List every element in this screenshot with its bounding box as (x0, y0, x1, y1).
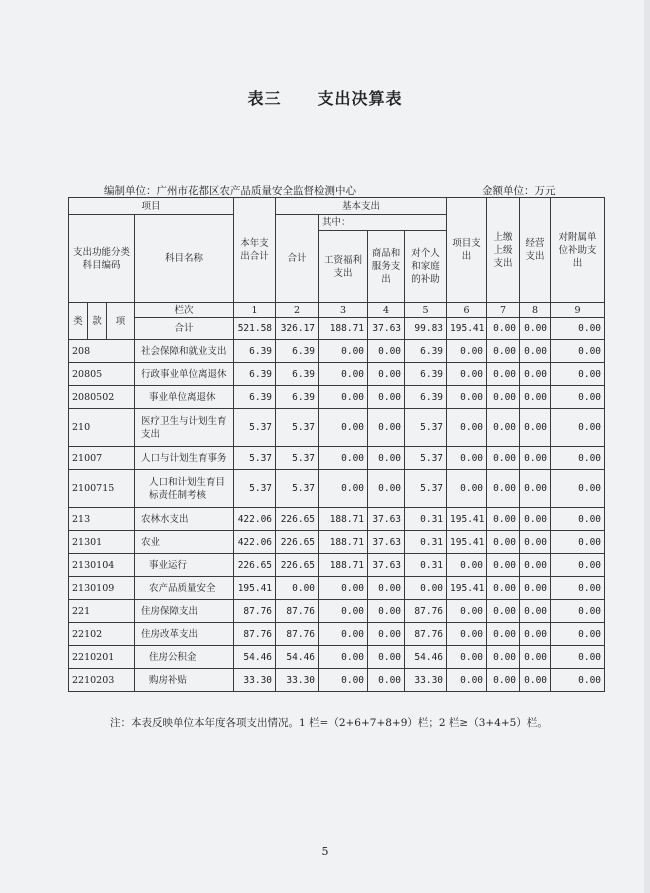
row-value-cell: 5.37 (405, 409, 447, 447)
row-value-cell: 0.00 (551, 531, 605, 554)
row-value-cell: 6.39 (234, 363, 276, 386)
row-value-cell: 0.00 (520, 623, 551, 646)
page-edge (644, 0, 650, 893)
header-sum: 合计 (276, 215, 319, 303)
header-project: 项目支出 (447, 198, 487, 303)
row-value-cell: 0.00 (319, 646, 368, 669)
row-subject-name: 事业运行 (135, 554, 234, 577)
row-value-cell: 0.00 (319, 447, 368, 470)
row-value-cell: 0.00 (487, 363, 520, 386)
row-subject-name: 住房改革支出 (135, 623, 234, 646)
row-value-cell: 37.63 (368, 508, 405, 531)
header-xiang: 项 (107, 303, 135, 340)
row-value-cell: 0.00 (551, 577, 605, 600)
row-value-cell: 0.00 (487, 386, 520, 409)
header-business: 经营支出 (520, 198, 551, 303)
row-value-cell: 0.00 (368, 646, 405, 669)
row-value-cell: 0.00 (487, 646, 520, 669)
total-cell: 99.83 (405, 318, 447, 340)
row-value-cell: 0.00 (520, 646, 551, 669)
column-number: 7 (487, 303, 520, 318)
row-value-cell: 188.71 (319, 508, 368, 531)
row-value-cell: 0.00 (551, 623, 605, 646)
total-cell: 0.00 (487, 318, 520, 340)
row-value-cell: 0.00 (319, 340, 368, 363)
row-value-cell: 5.37 (276, 470, 319, 508)
row-value-cell: 5.37 (234, 470, 276, 508)
total-label: 合计 (135, 318, 234, 340)
row-value-cell: 0.00 (551, 340, 605, 363)
row-value-cell: 5.37 (276, 409, 319, 447)
row-value-cell: 0.00 (319, 363, 368, 386)
row-subject-name: 农业 (135, 531, 234, 554)
row-value-cell: 0.00 (447, 386, 487, 409)
row-value-cell: 0.31 (405, 531, 447, 554)
header-lei: 类 (69, 303, 88, 340)
amount-unit: 金额单位：万元 (482, 185, 556, 197)
header-personal: 对个人和家庭的补助 (405, 231, 447, 303)
row-value-cell: 188.71 (319, 531, 368, 554)
column-number: 2 (276, 303, 319, 318)
total-cell: 188.71 (319, 318, 368, 340)
row-value-cell: 188.71 (319, 554, 368, 577)
row-value-cell: 195.41 (447, 508, 487, 531)
row-value-cell: 0.00 (447, 409, 487, 447)
row-value-cell: 0.00 (487, 531, 520, 554)
row-value-cell: 422.06 (234, 508, 276, 531)
total-cell: 0.00 (551, 318, 605, 340)
row-code: 22102 (69, 623, 135, 646)
row-value-cell: 0.00 (551, 447, 605, 470)
table-row (69, 409, 605, 447)
row-value-cell: 0.00 (487, 669, 520, 692)
row-value-cell: 37.63 (368, 554, 405, 577)
row-value-cell: 5.37 (234, 409, 276, 447)
row-value-cell: 54.46 (276, 646, 319, 669)
row-value-cell: 0.00 (520, 363, 551, 386)
row-value-cell: 37.63 (368, 531, 405, 554)
header-kuan: 款 (88, 303, 107, 340)
row-value-cell: 0.00 (487, 447, 520, 470)
row-code: 208 (69, 340, 135, 363)
row-subject-name: 农林水支出 (135, 508, 234, 531)
header-item: 项目 (69, 198, 234, 215)
header-func-code: 支出功能分类科目编码 (69, 215, 135, 303)
row-value-cell: 0.00 (551, 363, 605, 386)
row-value-cell: 0.00 (551, 646, 605, 669)
row-value-cell: 226.65 (276, 508, 319, 531)
header-year-total: 本年支出合计 (234, 198, 276, 303)
row-value-cell: 33.30 (234, 669, 276, 692)
row-subject-name: 人口与计划生育事务 (135, 447, 234, 470)
row-value-cell: 0.00 (487, 554, 520, 577)
row-subject-name: 行政事业单位离退休 (135, 363, 234, 386)
table-row (69, 623, 605, 646)
row-value-cell: 33.30 (405, 669, 447, 692)
table-row (69, 646, 605, 669)
row-value-cell: 0.00 (368, 669, 405, 692)
row-value-cell: 0.00 (487, 470, 520, 508)
row-value-cell: 0.00 (447, 470, 487, 508)
header-goods: 商品和服务支出 (368, 231, 405, 303)
row-value-cell: 0.00 (368, 623, 405, 646)
header-wage: 工资福利支出 (319, 231, 368, 303)
row-subject-name: 医疗卫生与计划生育支出 (135, 409, 234, 447)
table-body (69, 198, 605, 692)
compiling-unit: 编制单位：广州市花都区农产品质量安全监督检测中心 (104, 185, 356, 197)
row-value-cell: 0.00 (551, 554, 605, 577)
row-code: 2130109 (69, 577, 135, 600)
row-value-cell: 0.00 (520, 470, 551, 508)
row-value-cell: 6.39 (276, 363, 319, 386)
row-value-cell: 195.41 (234, 577, 276, 600)
page-number: 5 (321, 845, 329, 858)
row-value-cell: 0.00 (520, 577, 551, 600)
row-value-cell: 5.37 (405, 447, 447, 470)
column-number: 3 (319, 303, 368, 318)
table-row (69, 363, 605, 386)
row-value-cell: 0.00 (551, 508, 605, 531)
row-code: 2130104 (69, 554, 135, 577)
row-value-cell: 87.76 (234, 600, 276, 623)
row-subject-name: 事业单位离退休 (135, 386, 234, 409)
column-number: 5 (405, 303, 447, 318)
row-value-cell: 0.00 (551, 409, 605, 447)
row-value-cell: 87.76 (234, 623, 276, 646)
row-value-cell: 422.06 (234, 531, 276, 554)
row-value-cell: 87.76 (276, 623, 319, 646)
row-value-cell: 0.00 (487, 600, 520, 623)
row-value-cell: 0.00 (520, 669, 551, 692)
row-value-cell: 0.00 (520, 531, 551, 554)
header-remit: 上缴上级支出 (487, 198, 520, 303)
row-subject-name: 社会保障和就业支出 (135, 340, 234, 363)
row-value-cell: 5.37 (405, 470, 447, 508)
row-value-cell: 0.00 (520, 508, 551, 531)
table-row (69, 470, 605, 508)
row-value-cell: 0.00 (520, 386, 551, 409)
row-value-cell: 195.41 (447, 531, 487, 554)
row-code: 2210203 (69, 669, 135, 692)
header-among: 其中： (319, 215, 447, 231)
table-row (69, 447, 605, 470)
header-basic: 基本支出 (276, 198, 447, 215)
row-value-cell: 0.00 (276, 577, 319, 600)
row-value-cell: 0.00 (319, 669, 368, 692)
table-row (69, 600, 605, 623)
row-value-cell: 0.00 (319, 623, 368, 646)
column-number: 8 (520, 303, 551, 318)
row-value-cell: 6.39 (405, 340, 447, 363)
table-row (69, 508, 605, 531)
row-value-cell: 0.00 (319, 600, 368, 623)
row-code: 21007 (69, 447, 135, 470)
row-subject-name: 农产品质量安全 (135, 577, 234, 600)
row-value-cell: 0.00 (487, 577, 520, 600)
column-number: 9 (551, 303, 605, 318)
row-code: 2100715 (69, 470, 135, 508)
table-row (69, 577, 605, 600)
row-value-cell: 33.30 (276, 669, 319, 692)
column-number: 6 (447, 303, 487, 318)
header-subsidy: 对附属单位补助支出 (551, 198, 605, 303)
row-value-cell: 0.31 (405, 554, 447, 577)
row-value-cell: 195.41 (447, 577, 487, 600)
row-subject-name: 人口和计划生育目标责任制考核 (135, 470, 234, 508)
row-value-cell: 6.39 (405, 386, 447, 409)
row-value-cell: 0.00 (368, 340, 405, 363)
row-value-cell: 0.00 (487, 623, 520, 646)
row-value-cell: 0.00 (368, 447, 405, 470)
row-value-cell: 0.00 (368, 600, 405, 623)
row-value-cell: 5.37 (276, 447, 319, 470)
total-cell: 521.58 (234, 318, 276, 340)
total-cell: 195.41 (447, 318, 487, 340)
row-value-cell: 0.00 (447, 340, 487, 363)
row-value-cell: 0.00 (319, 577, 368, 600)
row-value-cell: 0.00 (368, 470, 405, 508)
row-value-cell: 0.00 (447, 447, 487, 470)
row-value-cell: 0.00 (551, 669, 605, 692)
row-value-cell: 87.76 (276, 600, 319, 623)
row-code: 21301 (69, 531, 135, 554)
total-cell: 37.63 (368, 318, 405, 340)
row-value-cell: 0.00 (551, 470, 605, 508)
row-code: 210 (69, 409, 135, 447)
row-value-cell: 0.00 (447, 363, 487, 386)
row-value-cell: 54.46 (234, 646, 276, 669)
row-value-cell: 0.00 (368, 409, 405, 447)
row-value-cell: 0.00 (520, 409, 551, 447)
row-code: 20805 (69, 363, 135, 386)
title-part2: 支出决算表 (317, 89, 403, 108)
header-subject-name: 科目名称 (135, 215, 234, 303)
row-value-cell: 0.00 (520, 554, 551, 577)
row-value-cell: 0.00 (319, 409, 368, 447)
row-value-cell: 0.00 (520, 340, 551, 363)
row-value-cell: 0.00 (487, 508, 520, 531)
table-title (0, 86, 650, 109)
column-number: 1 (234, 303, 276, 318)
row-value-cell: 0.00 (368, 386, 405, 409)
row-value-cell: 0.00 (447, 600, 487, 623)
row-value-cell: 6.39 (276, 340, 319, 363)
row-value-cell: 226.65 (234, 554, 276, 577)
row-value-cell: 0.00 (520, 600, 551, 623)
total-cell: 326.17 (276, 318, 319, 340)
row-value-cell: 87.76 (405, 623, 447, 646)
row-value-cell: 0.00 (487, 409, 520, 447)
title-part1: 表三 (247, 89, 282, 108)
table-row (69, 386, 605, 409)
row-value-cell: 0.00 (551, 600, 605, 623)
row-value-cell: 0.00 (487, 340, 520, 363)
row-value-cell: 0.31 (405, 508, 447, 531)
row-value-cell: 0.00 (447, 669, 487, 692)
table-row (69, 340, 605, 363)
row-value-cell: 6.39 (234, 386, 276, 409)
row-value-cell: 6.39 (405, 363, 447, 386)
row-value-cell: 0.00 (551, 386, 605, 409)
row-value-cell: 0.00 (319, 386, 368, 409)
total-cell: 0.00 (520, 318, 551, 340)
row-value-cell: 0.00 (368, 363, 405, 386)
row-code: 2210201 (69, 646, 135, 669)
header-row-1 (69, 198, 605, 215)
row-value-cell: 54.46 (405, 646, 447, 669)
row-value-cell: 6.39 (276, 386, 319, 409)
column-order-row (69, 303, 605, 318)
row-subject-name: 住房保障支出 (135, 600, 234, 623)
row-subject-name: 购房补贴 (135, 669, 234, 692)
footnote: 注：本表反映单位本年度各项支出情况。1 栏=（2+6+7+8+9）栏；2 栏≥（3+4+5）栏。 (110, 717, 548, 729)
column-order-label: 栏次 (135, 303, 234, 318)
row-subject-name: 住房公积金 (135, 646, 234, 669)
row-code: 2080502 (69, 386, 135, 409)
column-number: 4 (368, 303, 405, 318)
row-value-cell: 6.39 (234, 340, 276, 363)
row-value-cell: 0.00 (447, 554, 487, 577)
total-row (69, 318, 605, 340)
row-value-cell: 87.76 (405, 600, 447, 623)
row-code: 213 (69, 508, 135, 531)
row-value-cell: 0.00 (368, 577, 405, 600)
row-value-cell: 0.00 (520, 447, 551, 470)
row-value-cell: 226.65 (276, 531, 319, 554)
row-value-cell: 0.00 (319, 470, 368, 508)
table-row (69, 554, 605, 577)
row-value-cell: 226.65 (276, 554, 319, 577)
table-row (69, 531, 605, 554)
row-code: 221 (69, 600, 135, 623)
row-value-cell: 0.00 (447, 646, 487, 669)
expenditure-table (68, 197, 605, 692)
table-row (69, 669, 605, 692)
row-value-cell: 0.00 (447, 623, 487, 646)
row-value-cell: 0.00 (405, 577, 447, 600)
row-value-cell: 5.37 (234, 447, 276, 470)
